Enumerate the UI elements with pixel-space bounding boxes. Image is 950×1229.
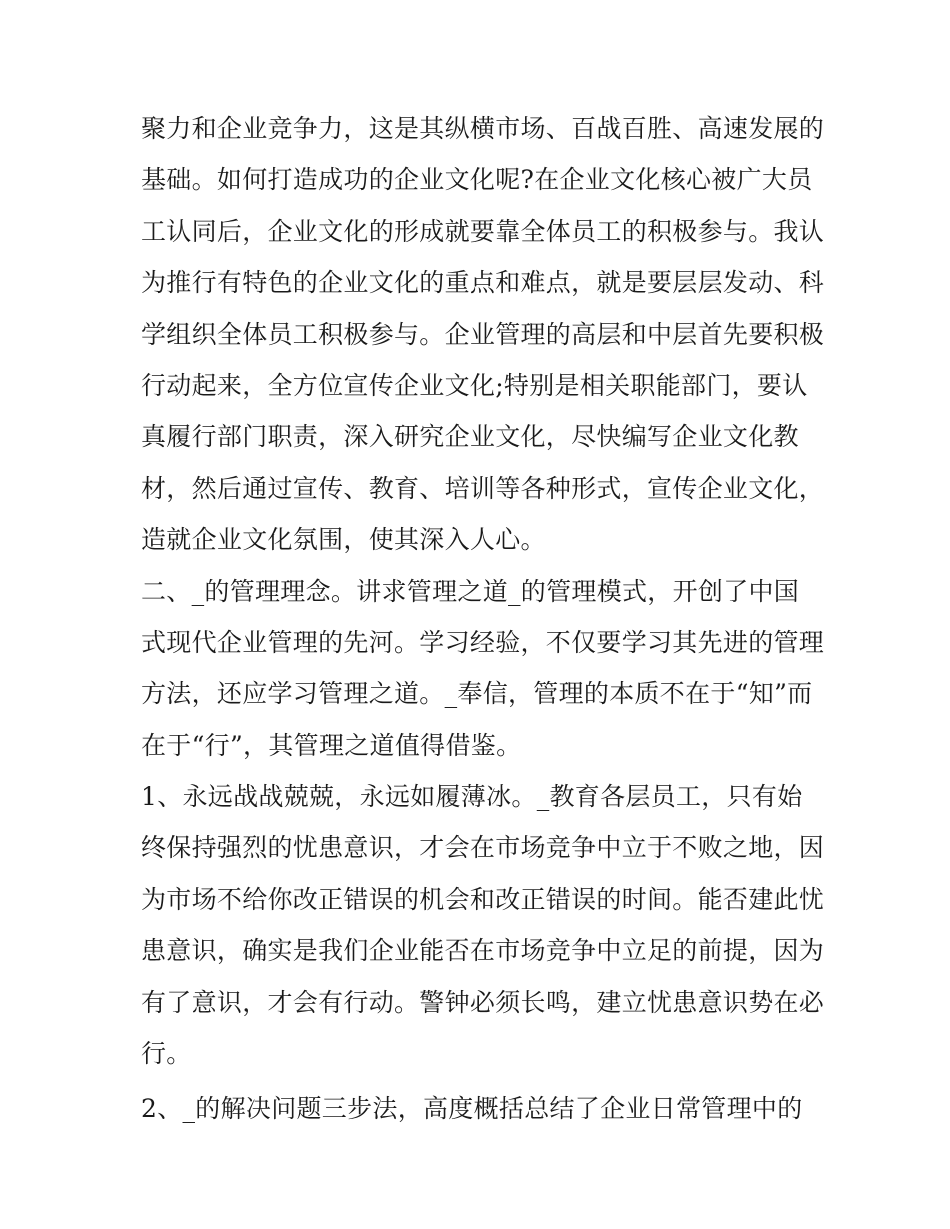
- text-line: 方法，还应学习管理之道。_奉信，管理的本质不在于“知”而: [141, 679, 813, 709]
- text-line: 患意识，确实是我们企业能否在市场竞争中立足的前提，因为: [141, 936, 825, 966]
- text-line: 学组织全体员工积极参与。企业管理的高层和中层首先要积极: [141, 319, 825, 349]
- section-heading-line: 二、_的管理理念。讲求管理之道_的管理模式，开创了中国: [141, 576, 800, 606]
- text-line: 式现代企业管理的先河。学习经验，不仅要学习其先进的管理: [141, 627, 825, 657]
- text-line: 真履行部门职责，深入研究企业文化，尽快编写企业文化教: [141, 422, 799, 452]
- numbered-item-line: 2、_的解决问题三步法，高度概括总结了企业日常管理中的: [141, 1094, 803, 1124]
- numbered-item-line: 1、永远战战兢兢，永远如履薄冰。_教育各层员工，只有始: [141, 782, 803, 812]
- text-line: 工认同后，企业文化的形成就要靠全体员工的积极参与。我认: [141, 216, 825, 246]
- text-line: 基础。如何打造成功的企业文化呢?在企业文化核心被广大员: [141, 165, 813, 195]
- text-line: 造就企业文化氛围，使其深入人心。: [141, 525, 546, 555]
- text-line: 在于“行”，其管理之道值得借鉴。: [141, 730, 522, 760]
- text-line: 为推行有特色的企业文化的重点和难点，就是要层层发动、科: [141, 268, 825, 298]
- text-line: 行。: [141, 1039, 192, 1069]
- text-line: 终保持强烈的忧患意识，才会在市场竞争中立于不败之地，因: [141, 833, 825, 863]
- text-line: 有了意识，才会有行动。警钟必须长鸣，建立忧患意识势在必: [141, 987, 825, 1017]
- text-line: 聚力和企业竞争力，这是其纵横市场、百战百胜、高速发展的: [141, 114, 825, 143]
- text-line: 为市场不给你改正错误的机会和改正错误的时间。能否建此忧: [141, 884, 825, 914]
- document-body: [141, 103, 825, 1135]
- text-line: 材，然后通过宣传、教育、培训等各种形式，宣传企业文化，: [141, 473, 825, 503]
- text-line: 行动起来，全方位宣传企业文化;特别是相关职能部门，要认: [141, 370, 808, 400]
